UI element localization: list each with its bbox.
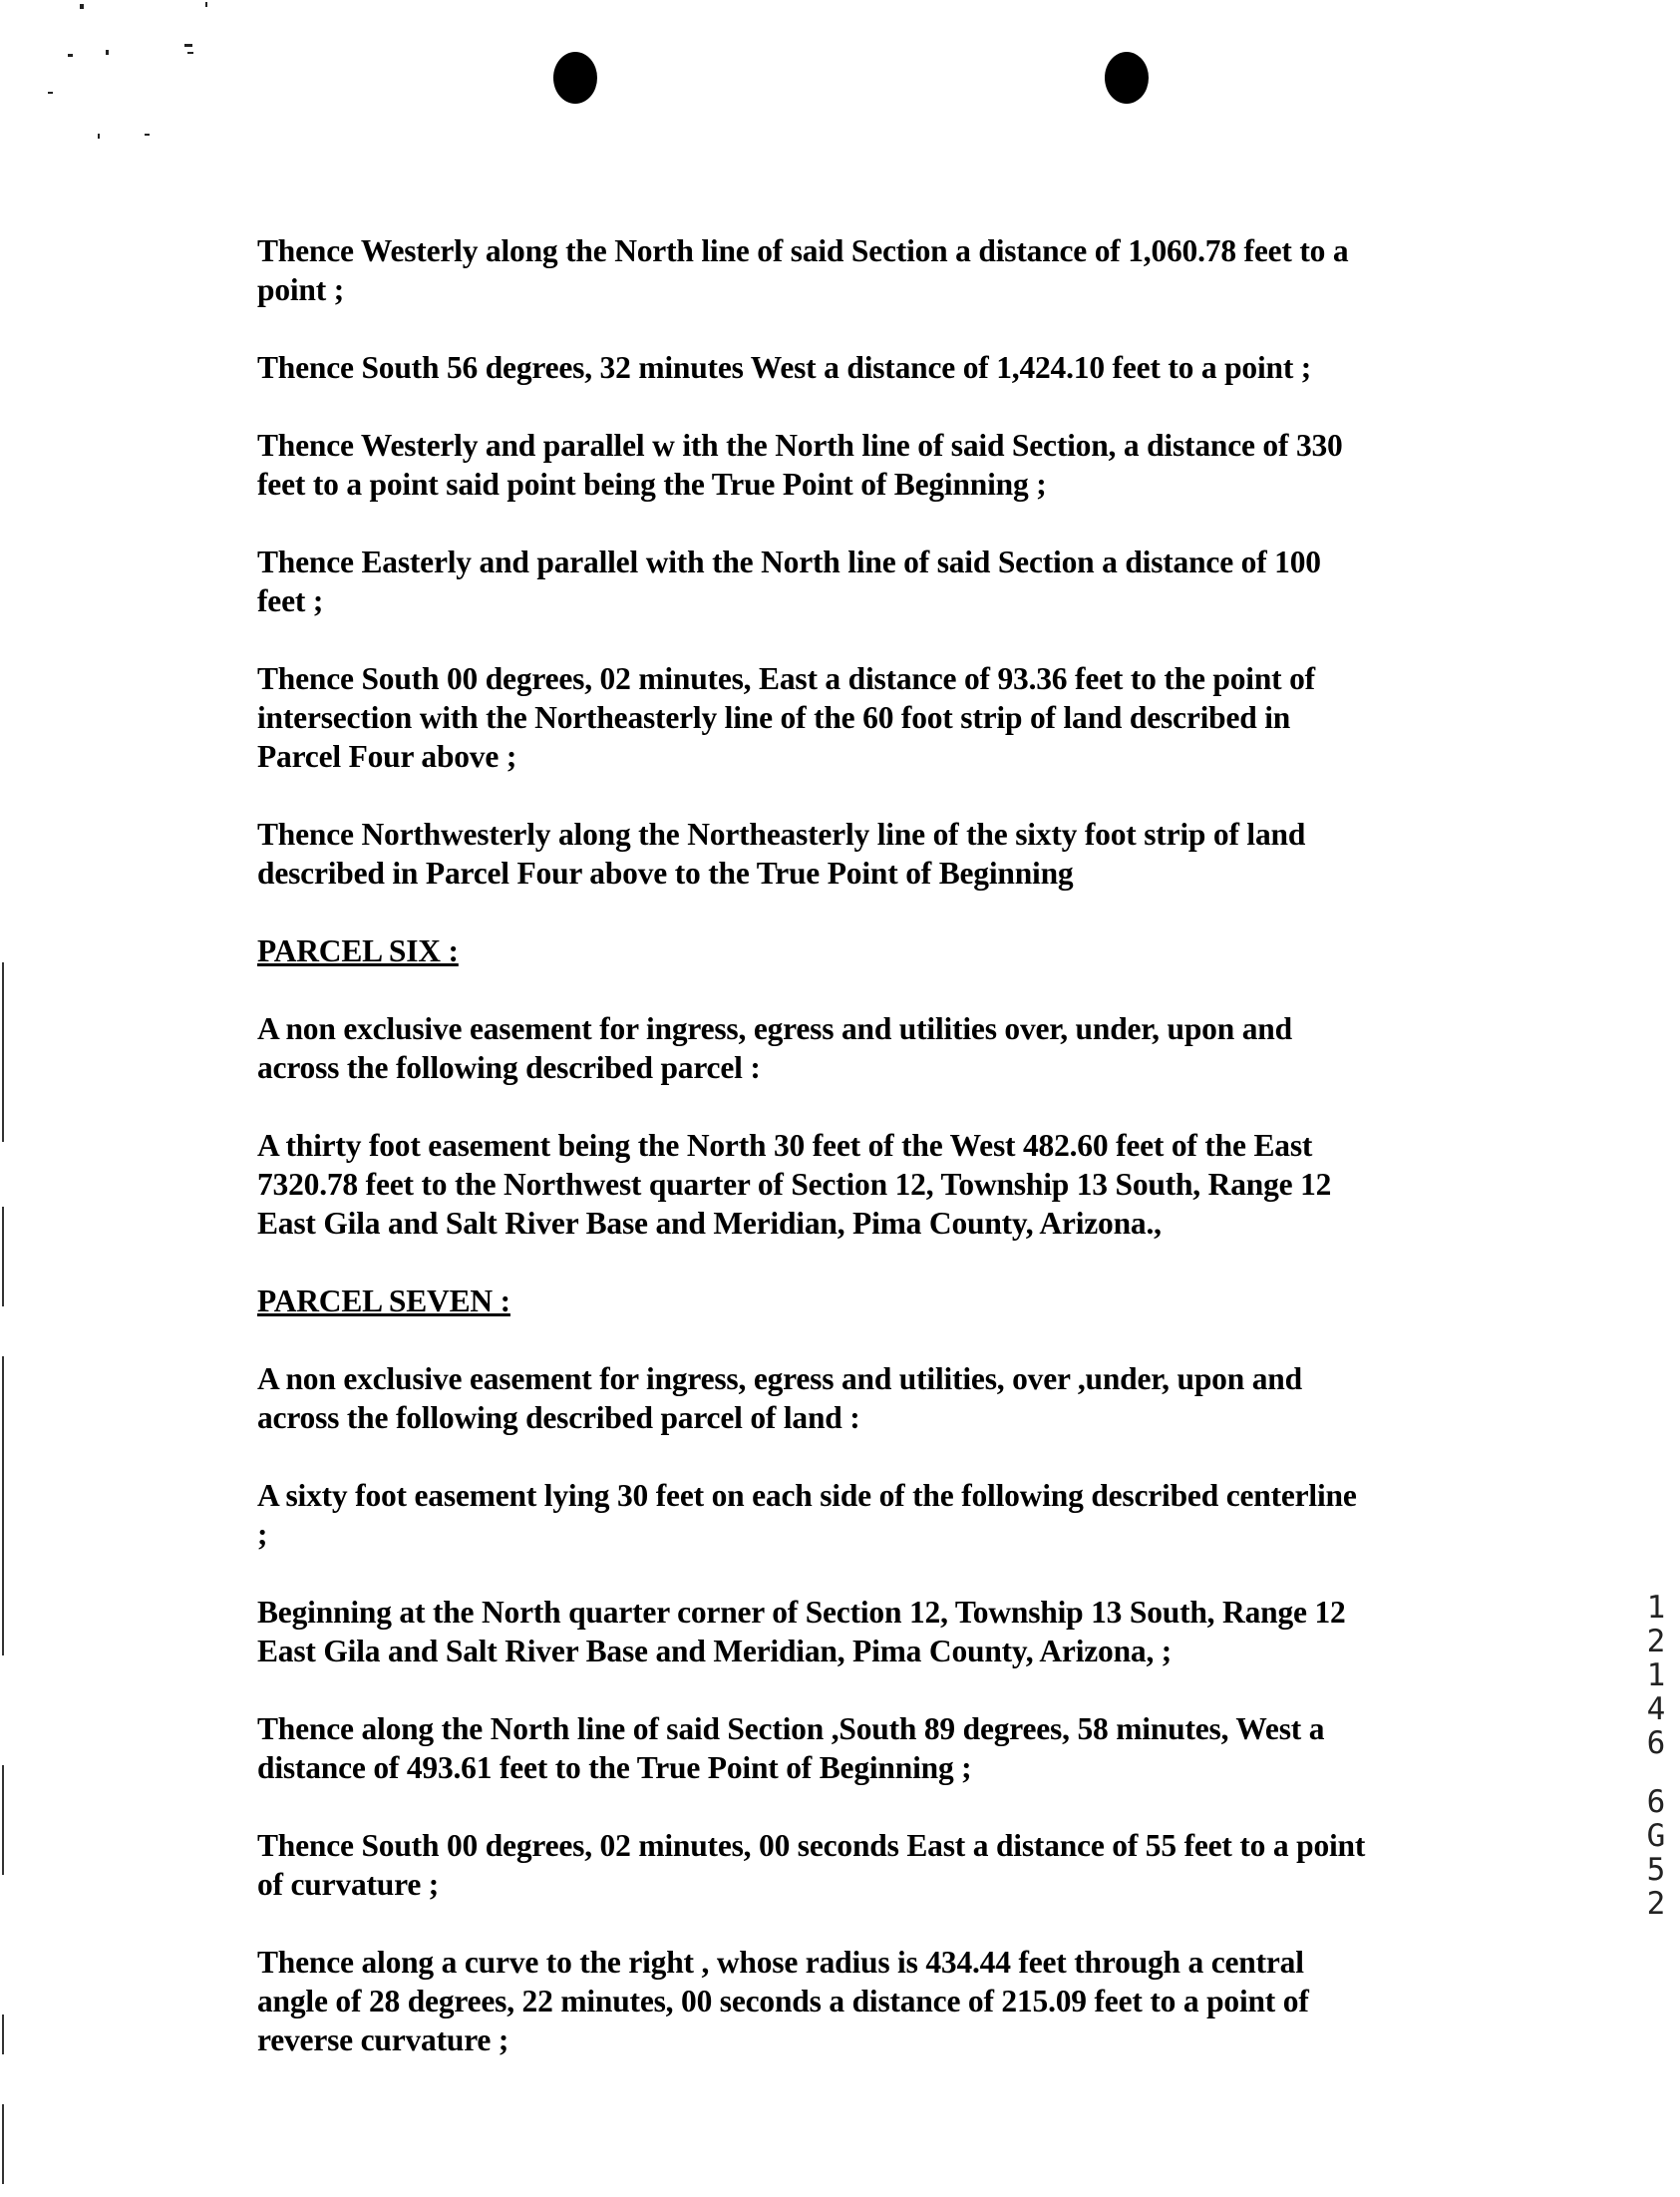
recording-stamp-page — [1641, 1785, 1671, 1921]
scan-edge-line — [2, 1356, 4, 1655]
stamp-digit: 2 — [1646, 1624, 1666, 1659]
paragraph: Thence Westerly and parallel w ith the North line of said Section, a distance of 330 feet to a point said point being the True Point of Beginning ; — [257, 428, 1343, 502]
paragraph: Thence South 00 degrees, 02 minutes, 00 seconds East a distance of 55 feet to a point of curvature ; — [257, 1828, 1366, 1902]
parcel-six-heading: PARCEL SIX : — [257, 933, 459, 968]
paragraph: Thence Northwesterly along the Northeasterly line of the sixty foot strip of land described in Parcel Four above to the True Point of Beginning — [257, 817, 1306, 891]
legal-description — [257, 231, 1484, 2098]
paragraph: A non exclusive easement for ingress, egress and utilities over, under, upon and across the following described parcel : — [257, 1011, 1292, 1085]
scan-edge-line — [2, 962, 4, 1142]
paragraph: A thirty foot easement being the North 30 feet of the West 482.60 feet of the East 7320.78 feet to the Northwest quarter of Section 12, Township 13 South, Range 12 East Gila and Salt River Base and Meridian, Pima County, Arizona., — [257, 1128, 1332, 1241]
paragraph: A sixty foot easement lying 30 feet on each side of the following described centerline ; — [257, 1478, 1357, 1552]
scan-edge-line — [2, 1765, 4, 1875]
scan-speck — [98, 134, 100, 139]
punch-hole-left — [553, 52, 597, 104]
scan-speck — [68, 54, 73, 57]
scan-speck — [48, 92, 53, 94]
scan-speck — [187, 52, 193, 54]
scan-speck — [106, 50, 109, 55]
stamp-digit: G — [1646, 1818, 1666, 1854]
paragraph: Thence South 56 degrees, 32 minutes West a distance of 1,424.10 feet to a point ; — [257, 350, 1312, 385]
paragraph: Thence Westerly along the North line of said Section a distance of 1,060.78 feet to a point ; — [257, 233, 1349, 307]
stamp-digit: 4 — [1646, 1691, 1666, 1727]
scan-edge-line — [2, 2014, 4, 2054]
scan-speck — [80, 4, 84, 9]
stamp-digit: 5 — [1646, 1852, 1666, 1888]
scan-speck — [145, 134, 150, 136]
punch-hole-right — [1105, 52, 1149, 104]
stamp-digit: 1 — [1646, 1657, 1666, 1693]
scan-edge-line — [2, 2104, 4, 2184]
paragraph: Beginning at the North quarter corner of Section 12, Township 13 South, Range 12 East Gila and Salt River Base and Meridian, Pima County, Arizona, ; — [257, 1595, 1346, 1668]
stamp-digit: 1 — [1646, 1590, 1666, 1626]
recording-stamp-docket — [1641, 1591, 1671, 1760]
scan-edge-line — [2, 1207, 4, 1306]
paragraph: Thence Easterly and parallel with the North line of said Section a distance of 100 feet ; — [257, 545, 1321, 618]
scan-speck — [184, 44, 192, 47]
stamp-digit: 6 — [1646, 1725, 1666, 1761]
paragraph: Thence along a curve to the right , whose radius is 434.44 feet through a central angle of 28 degrees, 22 minutes, 00 seconds a distance of 215.09 feet to a point of reverse curvature ; — [257, 1945, 1309, 2057]
stamp-digit: 6 — [1646, 1784, 1666, 1820]
paragraph: A non exclusive easement for ingress, egress and utilities, over ,under, upon and across the following described parcel of land : — [257, 1361, 1302, 1435]
scan-speck — [205, 2, 207, 7]
parcel-seven-heading: PARCEL SEVEN : — [257, 1283, 510, 1318]
stamp-digit: 2 — [1646, 1886, 1666, 1922]
paragraph: Thence South 00 degrees, 02 minutes, East a distance of 93.36 feet to the point of intersection with the Northeasterly line of the 60 foot strip of land described in Parcel Four above ; — [257, 661, 1315, 774]
paragraph: Thence along the North line of said Section ,South 89 degrees, 58 minutes, West a distance of 493.61 feet to the True Point of Beginning ; — [257, 1711, 1325, 1785]
